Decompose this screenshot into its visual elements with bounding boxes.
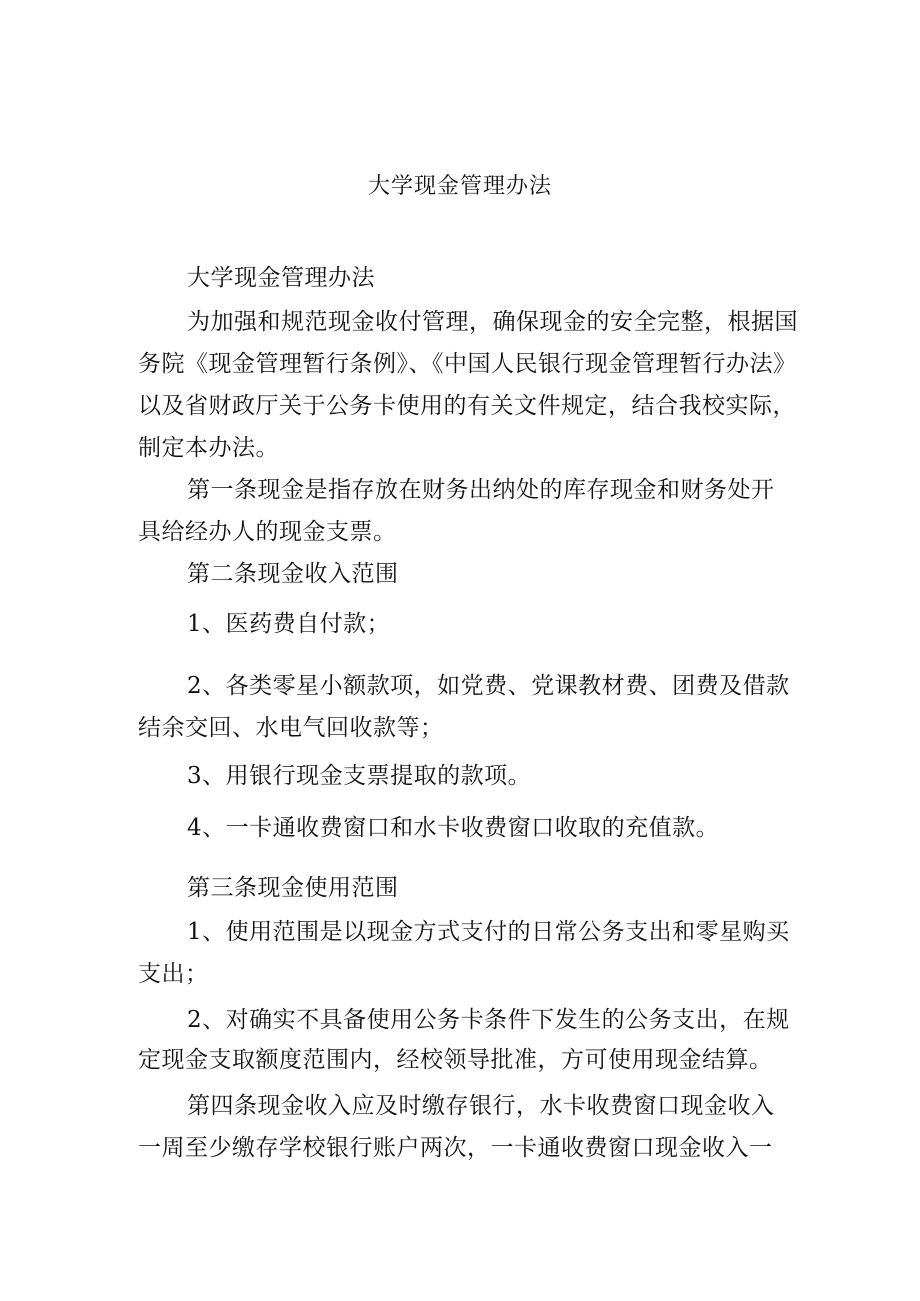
text-line: 一周至少缴存学校银行账户两次，一卡通收费窗口现金收入一 xyxy=(138,1135,773,1161)
list-item: 2、对确实不具备使用公务卡条件下发生的公务支出，在规 xyxy=(187,1007,790,1033)
list-item: 1、医药费自付款； xyxy=(187,611,391,637)
text-line: 务院《现金管理暂行条例》、《中国人民银行现金管理暂行办法》 xyxy=(138,351,797,377)
text-line: 结余交回、水电气回收款等； xyxy=(138,715,444,741)
text-line: 具给经办人的现金支票。 xyxy=(138,519,397,545)
text-line: 第一条现金是指存放在财务出纳处的库存现金和财务处开 xyxy=(187,477,775,503)
body-heading: 大学现金管理办法 xyxy=(187,265,375,291)
list-item: 3、用银行现金支票提取的款项。 xyxy=(187,763,532,789)
section-heading: 第四条现金收入应及时缴存银行，水卡收费窗口现金收入 xyxy=(187,1093,775,1119)
list-item: 1、使用范围是以现金方式支付的日常公务支出和零星购买 xyxy=(187,919,790,945)
text-line: 制定本办法。 xyxy=(138,435,279,461)
list-item: 4、一卡通收费窗口和水卡收费窗口收取的充值款。 xyxy=(187,815,720,841)
list-item: 2、各类零星小额款项，如党费、党课教材费、团费及借款 xyxy=(187,673,790,699)
section-heading: 第二条现金收入范围 xyxy=(187,561,399,587)
text-line: 定现金支取额度范围内，经校领导批准，方可使用现金结算。 xyxy=(138,1047,773,1073)
document-title: 大学现金管理办法 xyxy=(367,174,552,199)
text-line: 以及省财政厅关于公务卡使用的有关文件规定，结合我校实际， xyxy=(138,393,796,419)
text-line: 支出； xyxy=(138,961,209,987)
text-line: 为加强和规范现金收付管理，确保现金的安全完整，根据国 xyxy=(187,309,798,335)
section-heading: 第三条现金使用范围 xyxy=(187,875,399,901)
